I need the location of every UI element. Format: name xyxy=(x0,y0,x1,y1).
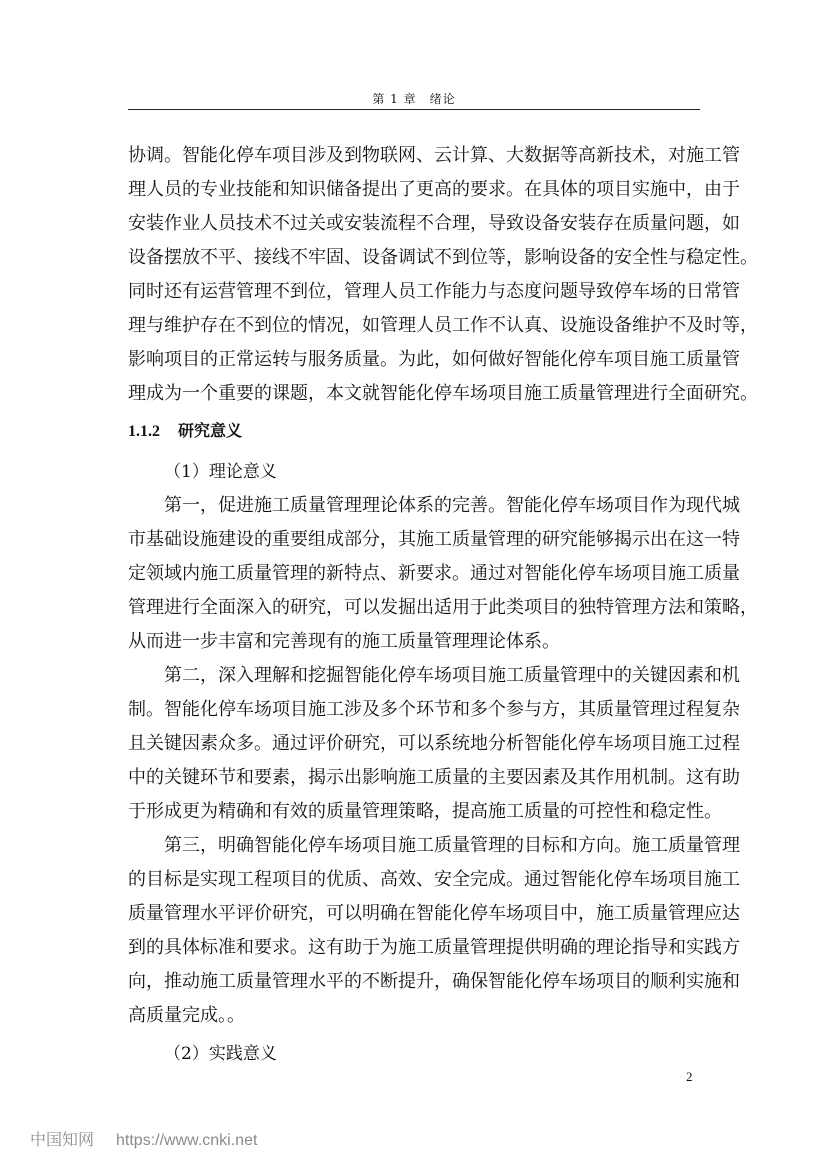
text-line: 高质量完成。。 xyxy=(128,1005,245,1026)
text-line: 设备摆放不平、接线不牢固、设备调试不到位等，影响设备的安全性与稳定性。 xyxy=(128,247,758,268)
watermark-site-name: 中国知网 xyxy=(30,1130,95,1149)
paragraph-2 xyxy=(128,659,740,829)
text-line: 管理进行全面深入的研究，可以发掘出适用于此类项目的独特管理方法和策略， xyxy=(128,597,758,618)
watermark-url[interactable]: https://www.cnki.net xyxy=(116,1132,258,1149)
subsection-theory: （1）理论意义 xyxy=(164,462,277,482)
running-header: 第 1 章 绪论 xyxy=(372,92,456,106)
paragraph-0 xyxy=(128,139,758,411)
text-line: 到的具体标准和要求。这有助于为施工质量管理提供明确的理论指导和实践方 xyxy=(128,937,740,958)
section-title: 研究意义 xyxy=(178,421,243,440)
text-line: 中的关键环节和要素，揭示出影响施工质量的主要因素及其作用机制。这有助 xyxy=(128,767,740,788)
text-line: 安装作业人员技术不过关或安装流程不合理，导致设备安装存在质量问题，如 xyxy=(128,213,740,234)
text-line: 市基础设施建设的重要组成部分，其施工质量管理的研究能够揭示出在这一特 xyxy=(128,529,740,550)
text-line: 从而进一步丰富和完善现有的施工质量管理理论体系。 xyxy=(128,631,560,652)
text-line: 的目标是实现工程项目的优质、高效、安全完成。通过智能化停车场项目施工 xyxy=(128,869,740,890)
text-line: 制。智能化停车场项目施工涉及多个环节和多个参与方，其质量管理过程复杂 xyxy=(128,699,740,720)
paragraph-1 xyxy=(128,489,758,659)
section-heading xyxy=(128,411,700,455)
header-rule xyxy=(128,109,700,110)
text-line: 向，推动施工质量管理水平的不断提升，确保智能化停车场项目的顺利实施和 xyxy=(128,971,740,992)
subsection-practice: （2）实践意义 xyxy=(164,1044,277,1064)
text-line: 质量管理水平评价研究，可以明确在智能化停车场项目中，施工质量管理应达 xyxy=(128,903,740,924)
text-line: 同时还有运营管理不到位，管理人员工作能力与态度问题导致停车场的日常管 xyxy=(128,281,740,302)
text-line: 影响项目的正常运转与服务质量。为此，如何做好智能化停车项目施工质量管 xyxy=(128,349,740,370)
text-line: 理人员的专业技能和知识储备提出了更高的要求。在具体的项目实施中，由于 xyxy=(128,179,740,200)
text-line: 第三，明确智能化停车场项目施工质量管理的目标和方向。施工质量管理 xyxy=(164,835,740,856)
text-line: 第二，深入理解和挖掘智能化停车场项目施工质量管理中的关键因素和机 xyxy=(164,665,740,686)
section-number: 1.1.2 xyxy=(128,423,160,440)
page-body xyxy=(128,139,758,1071)
text-line: 定领域内施工质量管理的新特点、新要求。通过对智能化停车场项目施工质量 xyxy=(128,563,740,584)
text-line: 且关键因素众多。通过评价研究，可以系统地分析智能化停车场项目施工过程 xyxy=(128,733,740,754)
page-number: 2 xyxy=(686,1069,693,1084)
cnki-watermark xyxy=(30,1127,257,1150)
text-line: 理成为一个重要的课题，本文就智能化停车场项目施工质量管理进行全面研究。 xyxy=(128,383,758,404)
text-line: 第一，促进施工质量管理理论体系的完善。智能化停车场项目作为现代城 xyxy=(164,495,740,516)
text-line: 于形成更为精确和有效的质量管理策略，提高施工质量的可控性和稳定性。 xyxy=(128,801,722,822)
text-line: 协调。智能化停车项目涉及到物联网、云计算、大数据等高新技术，对施工管 xyxy=(128,145,740,166)
text-line: 理与维护存在不到位的情况，如管理人员工作不认真、设施设备维护不及时等， xyxy=(128,315,758,336)
paragraph-3 xyxy=(128,829,740,1033)
